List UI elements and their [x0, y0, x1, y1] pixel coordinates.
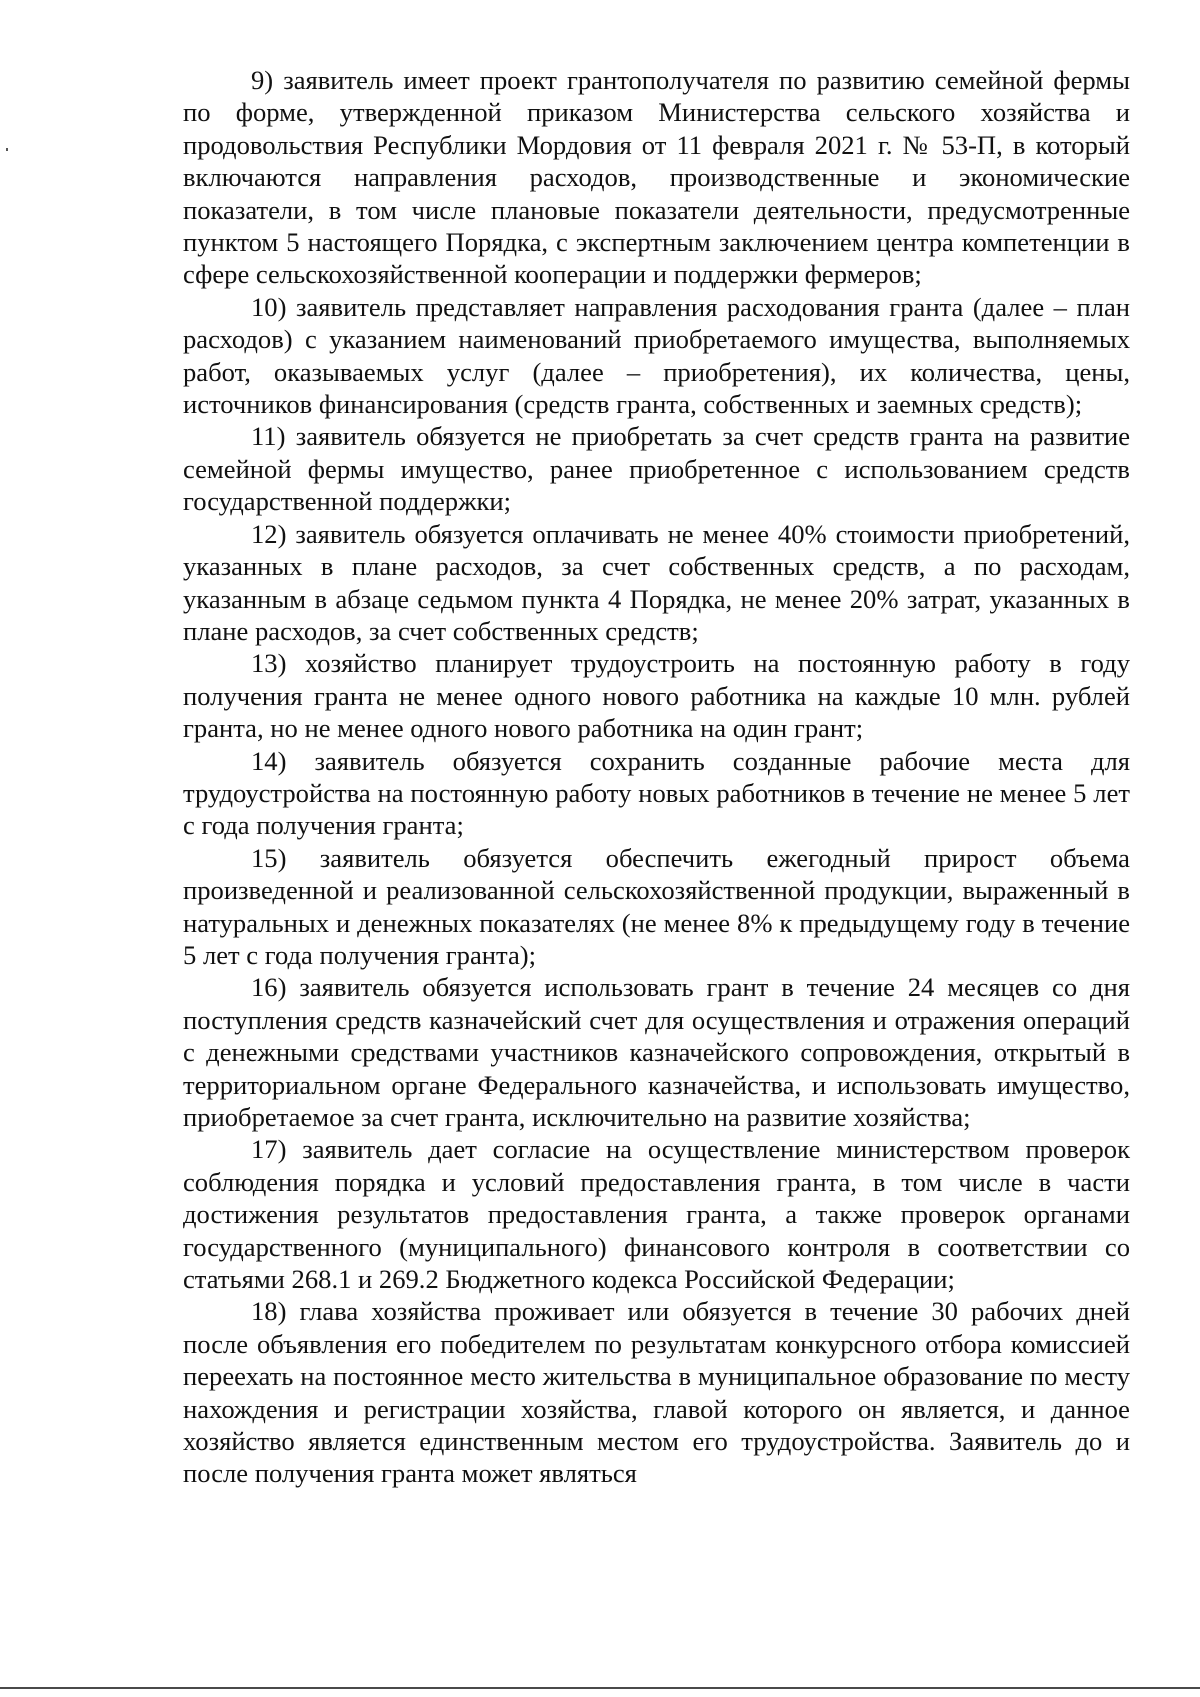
paragraph-item-11: 11) заявитель обязуется не приобретать за счет средств гранта на развитие семейной фермы имущество, ранее приобретенное с использованием средств государственной поддержки;	[183, 421, 1130, 517]
paragraph-item-16: 16) заявитель обязуется использовать грант в течение 24 месяцев со дня поступления средств казначейский счет для осуществления и отражения операций с денежными средствами участников казначейского сопровождения, открытый в территориальном органе Федерального казначейства, и использовать имущество, приобретаемое за счет гранта, исключительно на развитие хозяйства;	[183, 972, 1130, 1132]
paragraph-item-13: 13) хозяйство планирует трудоустроить на постоянную работу в году получения гранта не менее одного нового работника на каждые 10 млн. рублей гранта, но не менее одного нового работника на один грант;	[183, 648, 1130, 744]
scan-mark	[6, 148, 8, 151]
paragraph-item-18: 18) глава хозяйства проживает или обязуется в течение 30 рабочих дней после объявления его победителем по результатам конкурсного отбора комиссией переехать на постоянное место жительства в муниципальное образование по месту нахождения и регистрации хозяйства, главой которого он является, и данное хозяйство является единственным местом его трудоустройства. Заявитель до и после получения гранта может являться	[183, 1296, 1130, 1489]
document-body	[183, 64, 1130, 1490]
page-bottom-edge	[0, 1687, 1200, 1689]
paragraph-item-17: 17) заявитель дает согласие на осуществление министерством проверок соблюдения порядка и условий предоставления гранта, в том числе в части достижения результатов предоставления гранта, а также проверок органами государственного (муниципального) финансового контроля в соответствии со статьями 268.1 и 269.2 Бюджетного кодекса Российской Федерации;	[183, 1134, 1130, 1295]
paragraph-item-12: 12) заявитель обязуется оплачивать не менее 40% стоимости приобретений, указанных в плане расходов, за счет собственных средств, а по расходам, указанным в абзаце седьмом пункта 4 Порядка, не менее 20% затрат, указанных в плане расходов, за счет собственных средств;	[183, 518, 1130, 646]
paragraph-item-10: 10) заявитель представляет направления расходования гранта (далее – план расходов) с указанием наименований приобретаемого имущества, выполняемых работ, оказываемых услуг (далее – приобретения), их количества, цены, источников финансирования (средств гранта, собственных и заемных средств);	[183, 291, 1130, 420]
paragraph-item-15: 15) заявитель обязуется обеспечить ежегодный прирост объема произведенной и реализованной сельскохозяйственной продукции, выраженный в натуральных и денежных показателях (не менее 8% к предыдущему году в течение 5 лет с года получения гранта);	[183, 842, 1130, 970]
paragraph-item-14: 14) заявитель обязуется сохранить созданные рабочие места для трудоустройства на постоянную работу новых работников в течение не менее 5 лет с года получения гранта;	[183, 745, 1130, 841]
paragraph-item-9: 9) заявитель имеет проект грантополучателя по развитию семейной фермы по форме, утвержденной приказом Министерства сельского хозяйства и продовольствия Республики Мордовия от 11 февраля 2021 г. № 53-П, в который включаются направления расходов, производственные и экономические показатели, в том числе плановые показатели деятельности, предусмотренные пунктом 5 настоящего Порядка, с экспертным заключением центра компетенции в сфере сельскохозяйственной кооперации и поддержки фермеров;	[183, 65, 1130, 290]
